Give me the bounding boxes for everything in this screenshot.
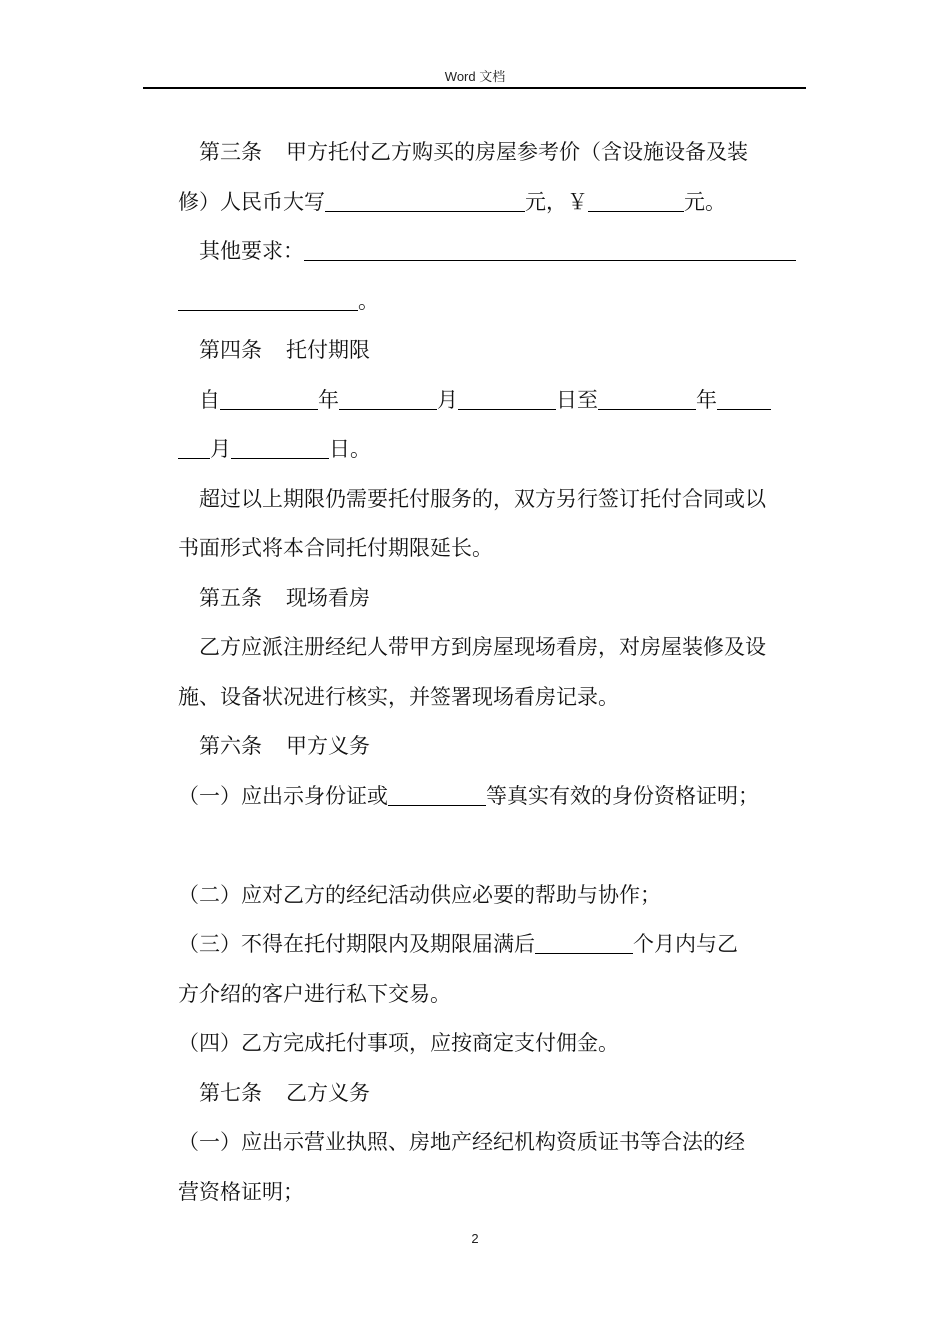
article-5-para-2: 施、设备状况进行核实，并签署现场看房记录。 [178,684,619,709]
price-label: 修）人民币大写 [178,189,325,214]
month-label: 月 [437,387,458,412]
other-requirements-line-2 [178,277,808,327]
article-6-item-2: （二）应对乙方的经纪活动供应必要的帮助与协作； [178,882,661,907]
blank-gap [178,821,808,871]
article-4-title: 托付期限 [286,338,370,362]
period-mark: 。 [358,288,379,313]
end-day-blank [231,435,329,459]
price-number-blank [588,188,684,212]
header-rule [143,87,806,89]
month-label-2: 月 [210,437,231,461]
months-blank [535,930,633,954]
article-5-para-1: 乙方应派注册经纪人带甲方到房屋现场看房，对房屋装修及设 [199,635,766,659]
article-4-heading [178,326,808,376]
article-6-item-3-cont: 方介绍的客户进行私下交易。 [178,981,451,1006]
day-to-label: 日至 [556,387,598,412]
article-6-heading [178,722,808,772]
document-body [178,128,808,1217]
page-header: Word 文档 [444,69,506,84]
article-6-label: 第六条 [199,734,262,758]
end-month-blank-part [717,386,771,410]
article-4-para-2: 书面形式将本合同托付期限延长。 [178,536,493,560]
price-yuan-label: 元，￥ [525,189,588,214]
article-6-item-4: （四）乙方完成托付事项，应按商定支付佣金。 [178,1031,619,1055]
article-3-heading-line [178,128,808,178]
article-3-price-line [178,178,808,228]
article-4-label: 第四条 [199,338,262,362]
from-label: 自 [199,387,220,412]
year-label: 年 [318,387,339,412]
end-month-blank-cont [178,435,210,459]
article-7-item-1: （一）应出示营业执照、房地产经纪机构资质证书等合法的经 [178,1130,745,1154]
article-3-text: 甲方托付乙方购买的房屋参考价（含设施设备及装 [286,140,748,164]
article-3-label: 第三条 [199,140,262,164]
id-document-blank [388,782,486,806]
other-requirements-line [178,227,808,277]
article-5-title: 现场看房 [286,585,370,610]
article-6-item-3 [178,920,808,970]
date-range-line-2 [178,425,808,475]
article-6-item-1 [178,772,808,822]
day-label-2: 日。 [329,437,371,461]
article-7-item-1-cont: 营资格证明； [178,1179,304,1204]
end-year-blank [598,386,696,410]
article-7-title: 乙方义务 [286,1080,370,1105]
item-1-text-end: 等真实有效的身份资格证明； [486,783,759,808]
item-3-text: （三）不得在托付期限内及期限届满后 [178,932,535,956]
start-month-blank [339,386,437,410]
article-7-label: 第七条 [199,1080,262,1105]
article-7-heading [178,1069,808,1119]
start-year-blank [220,386,318,410]
year-label-2: 年 [696,387,717,412]
price-end-label: 元。 [684,189,726,214]
date-range-line [178,376,808,426]
article-4-para-1: 超过以上期限仍需要托付服务的，双方另行签订托付合同或以 [199,486,766,511]
other-requirements-label: 其他要求： [199,239,304,263]
start-day-blank [458,386,556,410]
article-5-heading [178,574,808,624]
other-requirements-blank-2 [178,287,358,311]
item-1-text: （一）应出示身份证或 [178,783,388,808]
article-6-title: 甲方义务 [286,734,370,758]
price-words-blank [325,188,525,212]
article-5-label: 第五条 [199,585,262,610]
page-number: 2 [471,1231,479,1246]
item-3-text-end: 个月内与乙 [633,932,738,956]
other-requirements-blank [304,237,796,261]
